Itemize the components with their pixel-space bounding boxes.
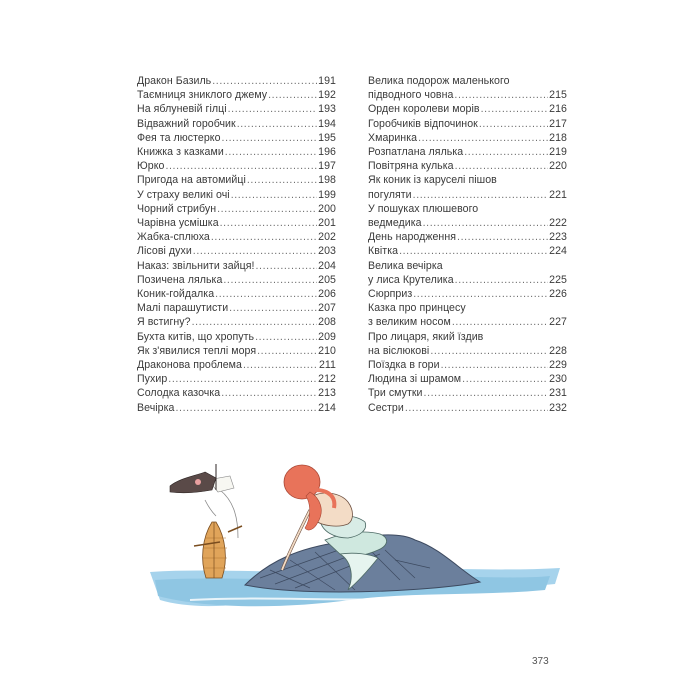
toc-entry-title: На яблуневій гілці — [137, 103, 227, 116]
toc-entry-page: 200 — [318, 202, 336, 215]
toc-entry-page: 193 — [318, 103, 336, 116]
toc-entry-page: 230 — [549, 373, 567, 386]
toc-entry-page: 191 — [318, 75, 336, 87]
toc-entry-page: 199 — [318, 188, 336, 201]
dot-leader — [441, 358, 549, 372]
toc-entry — [368, 401, 567, 415]
dot-leader — [430, 344, 548, 358]
toc-entry-page: 213 — [318, 387, 336, 400]
toc-entry-title: ведмедика — [368, 217, 422, 230]
dot-leader — [229, 301, 317, 315]
toc-entry-line — [137, 273, 336, 287]
toc-entry-title: Орден королеви морів — [368, 103, 480, 116]
toc-entry-line — [137, 401, 336, 415]
toc-entry-page: 202 — [318, 231, 336, 244]
toc-entry-line — [368, 244, 567, 258]
toc-entry-page: 222 — [549, 217, 567, 230]
toc-entry-title: Як з'явилися теплі моря — [137, 344, 257, 357]
toc-entry-title: Драконова проблема — [137, 359, 242, 372]
toc-entry-line — [137, 301, 336, 315]
toc-entry — [137, 117, 336, 131]
toc-left-column — [137, 74, 336, 415]
toc-entry-page: 195 — [318, 131, 336, 144]
toc-entry — [368, 202, 567, 230]
toc-entry — [137, 386, 336, 400]
toc-entry — [137, 131, 336, 145]
mermaid-illustration — [150, 450, 560, 625]
toc-entry-line — [137, 131, 336, 145]
toc-entry — [368, 145, 567, 159]
toc-entry — [137, 372, 336, 386]
dot-leader — [452, 315, 548, 329]
toc-entry-line — [137, 358, 336, 372]
dot-leader — [268, 88, 317, 102]
toc-entry-line — [137, 202, 336, 216]
toc-entry-title: Пухир — [137, 373, 168, 386]
toc-entry-line — [137, 173, 336, 187]
toc-entry-title: Юрко — [137, 160, 165, 173]
toc-entry — [368, 358, 567, 372]
dot-leader — [217, 202, 317, 216]
toc-entry-page: 229 — [549, 359, 567, 372]
toc-entry-line — [137, 117, 336, 131]
toc-entry-title-line1: Велика вечірка — [368, 259, 443, 272]
dot-leader — [457, 230, 548, 244]
toc-entry — [137, 401, 336, 415]
toc-entry-title: Наказ: звільнити зайця! — [137, 259, 255, 272]
toc-entry — [137, 102, 336, 116]
dot-leader — [215, 287, 317, 301]
toc-entry-title: Розпатлана лялька — [368, 146, 464, 159]
toc-entry-title: Пригода на автомийці — [137, 174, 246, 187]
toc-entry-page: 226 — [549, 288, 567, 301]
toc-entry-line — [368, 216, 567, 230]
toc-entry-line — [137, 386, 336, 400]
toc-entry-line — [368, 159, 567, 173]
toc-entry — [137, 230, 336, 244]
toc-entry-title: на віслюкові — [368, 344, 430, 357]
toc-entry-title: Повітряна кулька — [368, 160, 454, 173]
dot-leader — [479, 117, 548, 131]
toc-entry-page: 231 — [549, 387, 567, 400]
toc-entry-page: 210 — [318, 344, 336, 357]
toc-entry-title: Три смутки — [368, 387, 423, 400]
dot-leader — [413, 188, 549, 202]
toc-entry — [368, 102, 567, 116]
toc-entry-line — [368, 287, 567, 301]
table-of-contents — [137, 74, 567, 415]
toc-entry — [368, 301, 567, 329]
toc-entry-title: Коник-гойдалка — [137, 288, 215, 301]
toc-right-column — [368, 74, 567, 415]
dot-leader — [211, 230, 317, 244]
toc-entry — [368, 230, 567, 244]
toc-entry-title: Позичена лялька — [137, 273, 223, 286]
toc-entry-page: 207 — [318, 302, 336, 315]
toc-entry-title: Людина зі шрамом — [368, 373, 462, 386]
toc-entry-line — [137, 188, 336, 202]
dot-leader — [255, 330, 317, 344]
toc-entry — [368, 386, 567, 400]
toc-entry-title: Горобчиків відпочинок — [368, 117, 478, 130]
toc-entry — [137, 315, 336, 329]
dot-leader — [405, 401, 548, 415]
toc-entry — [137, 244, 336, 258]
toc-entry-line — [368, 315, 567, 329]
toc-entry-title: Чарівна усмішка — [137, 217, 219, 230]
dot-leader — [257, 344, 317, 358]
toc-entry-line — [137, 244, 336, 258]
dot-leader — [455, 159, 549, 173]
toc-entry-line — [368, 344, 567, 358]
toc-entry — [137, 202, 336, 216]
toc-entry-page: 224 — [549, 245, 567, 258]
toc-entry — [368, 244, 567, 258]
toc-entry-page: 218 — [549, 131, 567, 144]
toc-entry-line — [368, 401, 567, 415]
toc-entry-title: Жабка-сплюха — [137, 231, 210, 244]
pirate-boat-icon — [170, 464, 242, 578]
toc-entry-line — [137, 315, 336, 329]
toc-entry — [137, 159, 336, 173]
dot-leader — [464, 145, 548, 159]
toc-entry-title: Лісові духи — [137, 245, 192, 258]
toc-entry-line — [368, 131, 567, 145]
dot-leader — [413, 287, 548, 301]
dot-leader — [423, 216, 549, 230]
dot-leader — [165, 159, 317, 173]
toc-entry-page: 227 — [549, 316, 567, 329]
toc-entry — [137, 88, 336, 102]
toc-entry-line — [137, 259, 336, 273]
dot-leader — [424, 386, 549, 400]
toc-entry — [137, 344, 336, 358]
toc-entry — [368, 74, 567, 102]
toc-entry-line — [137, 372, 336, 386]
toc-entry-page: 220 — [549, 160, 567, 173]
toc-entry-title: Я встигну? — [137, 316, 191, 329]
toc-entry-line — [368, 102, 567, 116]
dot-leader — [192, 315, 318, 329]
toc-entry — [368, 372, 567, 386]
toc-entry-page: 223 — [549, 231, 567, 244]
toc-entry-line — [137, 230, 336, 244]
toc-entry-title: погуляти — [368, 188, 412, 201]
toc-entry-line — [137, 216, 336, 230]
toc-entry — [368, 259, 567, 287]
toc-entry-title: Сестри — [368, 401, 404, 414]
dot-leader — [193, 244, 317, 258]
toc-entry-line — [368, 230, 567, 244]
toc-entry-title: Малі парашутисти — [137, 302, 229, 315]
toc-entry-page: 194 — [318, 117, 336, 130]
toc-entry-title: Таємниця зниклого джему — [137, 89, 268, 102]
toc-entry-title: Вечірка — [137, 401, 175, 414]
toc-entry-page: 205 — [318, 273, 336, 286]
toc-entry-title: У страху великі очі — [137, 188, 230, 201]
toc-entry-page: 217 — [549, 117, 567, 130]
toc-entry-title: у лиса Крутелика — [368, 273, 454, 286]
toc-entry-page: 216 — [549, 103, 567, 116]
toc-entry-title: Фея та люстерко — [137, 131, 221, 144]
toc-entry-line — [368, 386, 567, 400]
dot-leader — [455, 273, 549, 287]
toc-entry-title: Сюрприз — [368, 288, 413, 301]
dot-leader — [231, 188, 317, 202]
toc-entry-title: Поїздка в гори — [368, 359, 440, 372]
toc-entry-line — [368, 117, 567, 131]
toc-entry-line — [137, 287, 336, 301]
toc-entry — [368, 159, 567, 173]
toc-entry-line — [368, 358, 567, 372]
toc-entry-title-line1: Велика подорож маленького — [368, 75, 510, 87]
toc-entry-page: 197 — [318, 160, 336, 173]
toc-entry-line — [137, 344, 336, 358]
toc-entry-page: 211 — [318, 359, 336, 372]
toc-entry — [137, 74, 336, 88]
toc-entry — [137, 145, 336, 159]
dot-leader — [212, 74, 317, 88]
toc-entry-page: 208 — [318, 316, 336, 329]
toc-entry-line — [368, 273, 567, 287]
toc-entry-title: Бухта китів, що хропуть — [137, 330, 255, 343]
toc-entry-page: 198 — [318, 174, 336, 187]
toc-entry-title-line1: Про лицаря, який їздив — [368, 330, 484, 343]
toc-entry — [368, 173, 567, 201]
dot-leader — [418, 131, 548, 145]
toc-entry-page: 192 — [318, 89, 336, 102]
toc-entry — [137, 301, 336, 315]
toc-entry-title-line1: У пошуках плюшевого — [368, 202, 479, 215]
dot-leader — [222, 131, 318, 145]
dot-leader — [221, 386, 317, 400]
toc-entry-line — [137, 159, 336, 173]
toc-entry — [137, 173, 336, 187]
toc-entry-line — [137, 145, 336, 159]
dot-leader — [454, 88, 548, 102]
toc-entry-page: 206 — [318, 288, 336, 301]
toc-entry-title: Книжка з казками — [137, 146, 224, 159]
toc-entry-page: 203 — [318, 245, 336, 258]
toc-entry-page: 232 — [549, 401, 567, 414]
toc-entry-line — [137, 74, 336, 88]
toc-entry-page: 221 — [549, 188, 567, 201]
toc-entry — [368, 117, 567, 131]
toc-entry — [137, 216, 336, 230]
dot-leader — [399, 244, 548, 258]
toc-entry-title: Чорний стрибун — [137, 202, 217, 215]
dot-leader — [481, 102, 549, 116]
toc-entry — [137, 259, 336, 273]
toc-entry-title-line1: Як коник із каруселі пішов — [368, 174, 497, 187]
dot-leader — [237, 117, 317, 131]
toc-entry-page: 225 — [549, 273, 567, 286]
dot-leader — [175, 401, 317, 415]
toc-entry — [368, 330, 567, 358]
toc-entry-title: День народження — [368, 231, 457, 244]
dot-leader — [462, 372, 548, 386]
toc-entry-page: 228 — [549, 344, 567, 357]
toc-entry-title: Солодка казочка — [137, 387, 221, 400]
toc-entry — [137, 358, 336, 372]
toc-entry-page: 219 — [549, 146, 567, 159]
toc-entry-page: 214 — [318, 401, 336, 414]
toc-entry-line — [368, 145, 567, 159]
toc-entry-line — [137, 102, 336, 116]
toc-entry-title: Відважний горобчик — [137, 117, 236, 130]
toc-entry-line — [368, 188, 567, 202]
dot-leader — [168, 372, 317, 386]
toc-entry — [137, 188, 336, 202]
toc-entry-page: 201 — [318, 217, 336, 230]
toc-entry-page: 215 — [549, 89, 567, 102]
toc-entry-title-line1: Казка про принцесу — [368, 302, 466, 315]
toc-entry-title: з великим носом — [368, 316, 451, 329]
dot-leader — [256, 259, 318, 273]
toc-entry-line — [368, 372, 567, 386]
toc-entry-line — [137, 88, 336, 102]
dot-leader — [220, 216, 318, 230]
toc-entry — [137, 273, 336, 287]
toc-entry-title: Хмаринка — [368, 131, 418, 144]
toc-entry-page: 212 — [318, 373, 336, 386]
toc-entry — [368, 131, 567, 145]
dot-leader — [243, 358, 318, 372]
toc-entry — [368, 287, 567, 301]
toc-entry-title: Квітка — [368, 245, 399, 258]
toc-entry-title: Дракон Базиль — [137, 75, 212, 87]
toc-entry-line — [137, 330, 336, 344]
page-number: 373 — [532, 656, 549, 667]
toc-entry-page: 204 — [318, 259, 336, 272]
dot-leader — [223, 273, 317, 287]
dot-leader — [225, 145, 317, 159]
toc-entry-line — [368, 88, 567, 102]
toc-entry-page: 196 — [318, 146, 336, 159]
toc-entry — [137, 287, 336, 301]
toc-entry — [137, 330, 336, 344]
toc-entry-title: підводного човна — [368, 89, 454, 102]
dot-leader — [228, 102, 318, 116]
dot-leader — [247, 173, 317, 187]
toc-entry-page: 209 — [318, 330, 336, 343]
